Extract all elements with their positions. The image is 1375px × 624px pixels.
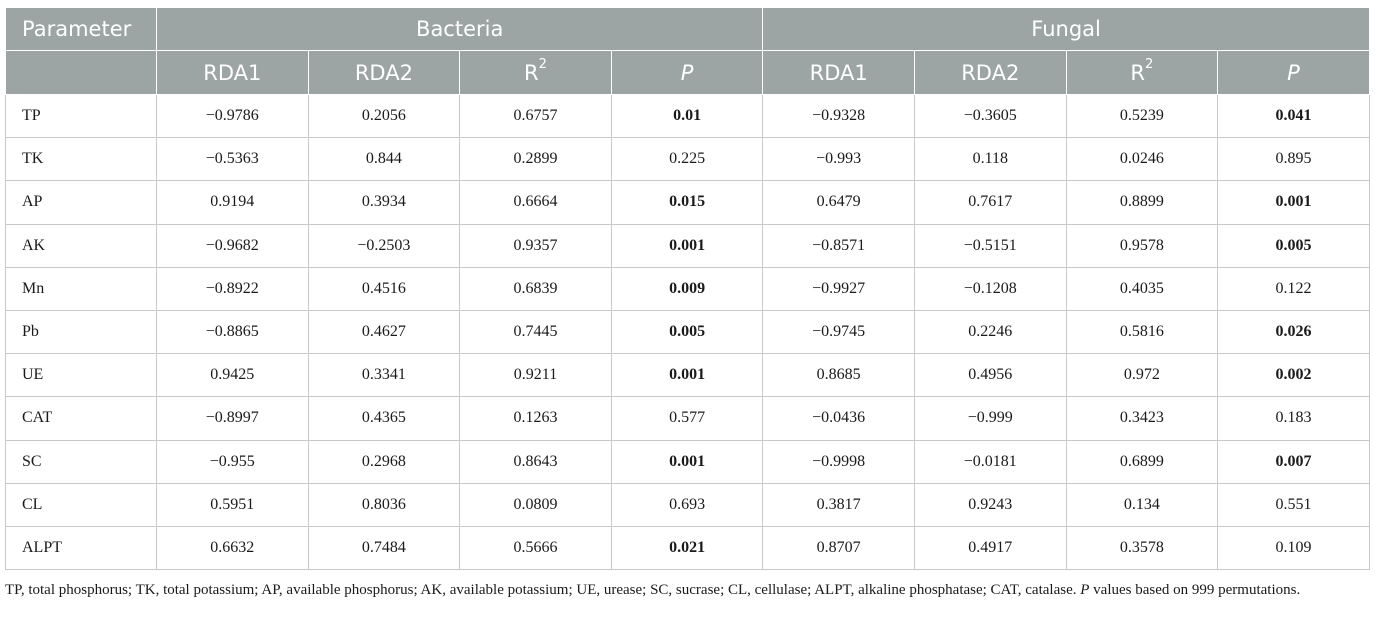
table-cell: −0.9745 <box>763 310 915 353</box>
table-row <box>6 267 1370 310</box>
table-cell: −0.5151 <box>914 224 1066 267</box>
table-cell: 0.002 <box>1218 354 1370 397</box>
row-parameter: TK <box>6 138 157 181</box>
table-cell: 0.4627 <box>308 310 460 353</box>
table-cell: 0.4516 <box>308 267 460 310</box>
table-cell: −0.8571 <box>763 224 915 267</box>
table-row <box>6 138 1370 181</box>
table-cell: 0.005 <box>611 310 763 353</box>
table-cell: −0.1208 <box>914 267 1066 310</box>
table-row <box>6 181 1370 224</box>
table-cell: −0.0436 <box>763 397 915 440</box>
table-cell: −0.2503 <box>308 224 460 267</box>
row-parameter: CAT <box>6 397 157 440</box>
table-cell: 0.183 <box>1218 397 1370 440</box>
header-r2 <box>460 51 612 95</box>
header-parameter: Parameter <box>6 8 157 51</box>
table-cell: 0.0246 <box>1066 138 1218 181</box>
table-cell: 0.8685 <box>763 354 915 397</box>
table-cell: 0.001 <box>611 440 763 483</box>
row-parameter: Mn <box>6 267 157 310</box>
header-rda1: RDA1 <box>157 51 309 95</box>
table-cell: 0.109 <box>1218 526 1370 569</box>
table-row <box>6 310 1370 353</box>
header-rda2: RDA2 <box>914 51 1066 95</box>
table-cell: −0.993 <box>763 138 915 181</box>
row-parameter: ALPT <box>6 526 157 569</box>
table-cell: 0.005 <box>1218 224 1370 267</box>
header-r-sup: 2 <box>538 56 547 72</box>
table-cell: 0.3341 <box>308 354 460 397</box>
table-cell: 0.001 <box>611 354 763 397</box>
table-row <box>6 526 1370 569</box>
table-cell: −0.5363 <box>157 138 309 181</box>
table-cell: 0.021 <box>611 526 763 569</box>
table-cell: −0.8922 <box>157 267 309 310</box>
row-parameter: AP <box>6 181 157 224</box>
table-cell: 0.8899 <box>1066 181 1218 224</box>
table-cell: −0.9786 <box>157 95 309 138</box>
table-cell: 0.5951 <box>157 483 309 526</box>
table-container <box>5 7 1369 570</box>
table-cell: 0.9425 <box>157 354 309 397</box>
row-parameter: CL <box>6 483 157 526</box>
table-cell: −0.8997 <box>157 397 309 440</box>
table-cell: 0.7617 <box>914 181 1066 224</box>
table-cell: 0.007 <box>1218 440 1370 483</box>
table-row <box>6 440 1370 483</box>
table-cell: 0.6632 <box>157 526 309 569</box>
table-cell: 0.8036 <box>308 483 460 526</box>
table-cell: 0.009 <box>611 267 763 310</box>
table-cell: 0.4956 <box>914 354 1066 397</box>
table-cell: 0.0809 <box>460 483 612 526</box>
table-cell: 0.844 <box>308 138 460 181</box>
table-cell: 0.972 <box>1066 354 1218 397</box>
table-cell: −0.999 <box>914 397 1066 440</box>
table-cell: 0.2899 <box>460 138 612 181</box>
table-cell: 0.2968 <box>308 440 460 483</box>
table-cell: 0.3934 <box>308 181 460 224</box>
table-cell: 0.01 <box>611 95 763 138</box>
table-cell: 0.693 <box>611 483 763 526</box>
table-cell: 0.5816 <box>1066 310 1218 353</box>
table-cell: 0.118 <box>914 138 1066 181</box>
table-cell: 0.4917 <box>914 526 1066 569</box>
header-p: P <box>1218 51 1370 95</box>
table-cell: 0.225 <box>611 138 763 181</box>
table-cell: 0.551 <box>1218 483 1370 526</box>
table-cell: 0.6839 <box>460 267 612 310</box>
row-parameter: Pb <box>6 310 157 353</box>
table-cell: 0.041 <box>1218 95 1370 138</box>
header-rda1: RDA1 <box>763 51 915 95</box>
table-cell: 0.577 <box>611 397 763 440</box>
header-p: P <box>611 51 763 95</box>
footnote-text: TP, total phosphorus; TK, total potassium; AP, available phosphorus; AK, available potassium; UE, urease; SC, sucrase; CL, cellulase; ALPT, alkaline phosphatase; CAT, catalase. <box>5 582 1081 598</box>
table-cell: 0.6757 <box>460 95 612 138</box>
rda-table <box>5 7 1370 570</box>
table-cell: 0.015 <box>611 181 763 224</box>
table-body <box>6 95 1370 570</box>
row-parameter: TP <box>6 95 157 138</box>
table-cell: 0.6664 <box>460 181 612 224</box>
header-rda2: RDA2 <box>308 51 460 95</box>
table-cell: −0.8865 <box>157 310 309 353</box>
table-row <box>6 483 1370 526</box>
table-cell: 0.001 <box>1218 181 1370 224</box>
table-cell: −0.3605 <box>914 95 1066 138</box>
table-cell: 0.895 <box>1218 138 1370 181</box>
row-parameter: SC <box>6 440 157 483</box>
header-r2 <box>1066 51 1218 95</box>
table-cell: 0.8643 <box>460 440 612 483</box>
table-cell: 0.6479 <box>763 181 915 224</box>
header-blank <box>6 51 157 95</box>
header-row-2 <box>6 51 1370 95</box>
header-row-1 <box>6 8 1370 51</box>
footnote-p: P <box>1080 582 1090 598</box>
table-cell: 0.2246 <box>914 310 1066 353</box>
table-cell: 0.9243 <box>914 483 1066 526</box>
table-cell: 0.1263 <box>460 397 612 440</box>
table-cell: 0.134 <box>1066 483 1218 526</box>
table-cell: −0.0181 <box>914 440 1066 483</box>
table-cell: 0.5239 <box>1066 95 1218 138</box>
table-cell: 0.9211 <box>460 354 612 397</box>
table-cell: 0.9578 <box>1066 224 1218 267</box>
table-row <box>6 397 1370 440</box>
table-cell: 0.4035 <box>1066 267 1218 310</box>
header-fungal: Fungal <box>763 8 1369 51</box>
table-cell: 0.8707 <box>763 526 915 569</box>
table-cell: 0.5666 <box>460 526 612 569</box>
table-cell: −0.9998 <box>763 440 915 483</box>
table-cell: 0.6899 <box>1066 440 1218 483</box>
row-parameter: AK <box>6 224 157 267</box>
table-cell: 0.7484 <box>308 526 460 569</box>
table-cell: 0.001 <box>611 224 763 267</box>
table-cell: 0.7445 <box>460 310 612 353</box>
row-parameter: UE <box>6 354 157 397</box>
table-cell: −0.9682 <box>157 224 309 267</box>
header-r-sup: 2 <box>1145 56 1154 72</box>
table-cell: −0.955 <box>157 440 309 483</box>
table-cell: 0.9357 <box>460 224 612 267</box>
table-cell: 0.2056 <box>308 95 460 138</box>
table-cell: −0.9927 <box>763 267 915 310</box>
table-row <box>6 224 1370 267</box>
table-row <box>6 95 1370 138</box>
footnote-text-2: values based on 999 permutations. <box>1089 582 1301 598</box>
table-cell: −0.9328 <box>763 95 915 138</box>
header-r-label: R <box>524 60 539 85</box>
table-cell: 0.122 <box>1218 267 1370 310</box>
table-cell: 0.9194 <box>157 181 309 224</box>
table-cell: 0.3578 <box>1066 526 1218 569</box>
table-cell: 0.3817 <box>763 483 915 526</box>
table-row <box>6 354 1370 397</box>
table-cell: 0.3423 <box>1066 397 1218 440</box>
table-cell: 0.4365 <box>308 397 460 440</box>
header-bacteria: Bacteria <box>157 8 763 51</box>
table-cell: 0.026 <box>1218 310 1370 353</box>
table-footnote <box>5 579 1369 601</box>
header-r-label: R <box>1130 60 1146 85</box>
